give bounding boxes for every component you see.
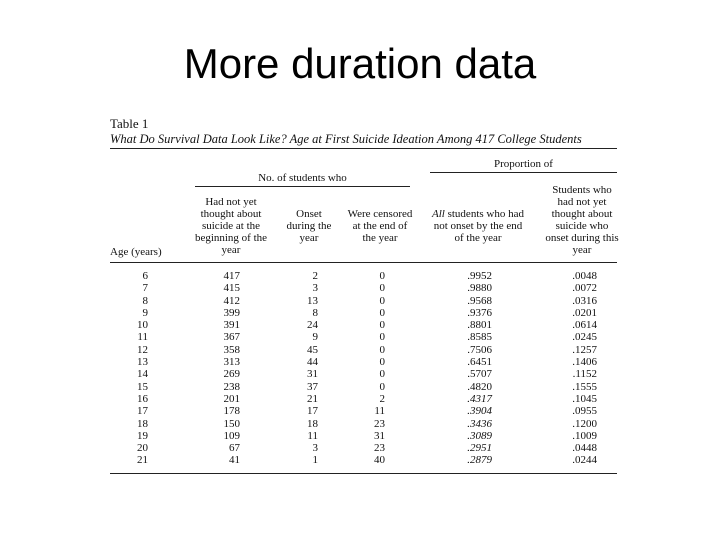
table-cell-not-yet: 41: [229, 454, 240, 467]
table-cell-all: .2951: [467, 442, 492, 455]
table-cell-onset: 18: [307, 417, 318, 430]
table-cell-all: .5707: [467, 368, 492, 381]
table-cell-age: 16: [137, 392, 148, 405]
col-header-all-rest: students who had not onset by the end of the year: [433, 208, 524, 244]
table-cell-not-yet: 269: [223, 368, 240, 381]
table-cell-censored: 0: [379, 356, 385, 369]
table-cell-not-yet: 178: [223, 405, 240, 418]
table-cell-not-yet: 367: [223, 331, 240, 344]
table-cell-prop: .1555: [572, 380, 597, 393]
table-cell-censored: 0: [379, 306, 385, 319]
table-cell-all: .3089: [467, 429, 492, 442]
table-caption: What Do Survival Data Look Like? Age at First Suicide Ideation Among 417 College Students: [110, 132, 582, 146]
table-cell-prop: .0072: [572, 282, 597, 295]
table-cell-not-yet: 412: [223, 294, 240, 307]
table-cell-age: 21: [137, 454, 148, 467]
table-cell-prop: .1009: [572, 429, 597, 442]
table-cell-all: .4820: [467, 380, 492, 393]
not-yet-proportion-column: [555, 270, 597, 467]
table-cell-not-yet: 150: [223, 417, 240, 430]
table-cell-prop: .1152: [572, 368, 597, 381]
table-cell-prop: .0316: [572, 294, 597, 307]
table-cell-censored: 0: [379, 331, 385, 344]
table-cell-not-yet: 358: [223, 343, 240, 356]
table-cell-prop: .0614: [572, 319, 597, 332]
table-cell-censored: 0: [379, 294, 385, 307]
table-cell-prop: .0201: [572, 306, 597, 319]
table-cell-onset: 13: [307, 294, 318, 307]
table-cell-all: .9880: [467, 282, 492, 295]
table-cell-censored: 23: [374, 417, 385, 430]
not-yet-column: [200, 270, 240, 467]
table-cell-prop: .0955: [572, 405, 597, 418]
table-cell-age: 10: [137, 319, 148, 332]
table-cell-onset: 44: [307, 356, 318, 369]
table-cell-all: .2879: [467, 454, 492, 467]
table-cell-age: 17: [137, 405, 148, 418]
table-cell-not-yet: 67: [229, 442, 240, 455]
table-cell-all: .9376: [467, 306, 492, 319]
slide-title: More duration data: [183, 40, 537, 87]
group-header-students: No. of students who: [258, 172, 347, 184]
group-rule-students: [195, 186, 410, 187]
col-header-age: Age (years): [110, 246, 162, 258]
table-cell-onset: 37: [307, 380, 318, 393]
table-cell-age: 15: [137, 380, 148, 393]
censored-column: [355, 270, 385, 467]
table-cell-all: .8801: [467, 319, 492, 332]
col-header-not-yet-prop: Students who had not yet thought about suicide who onset during this year: [545, 184, 619, 256]
table-cell-all: .4317: [467, 392, 492, 405]
table-cell-not-yet: 313: [223, 356, 240, 369]
col-header-not-yet: Had not yet thought about suicide at the beginning of the year: [194, 196, 268, 256]
table-cell-censored: 23: [374, 442, 385, 455]
top-rule: [110, 148, 617, 149]
table-cell-censored: 40: [374, 454, 385, 467]
all-students-column: [450, 270, 492, 467]
onset-column: [290, 270, 318, 467]
group-rule-proportion: [430, 172, 617, 173]
table-cell-age: 20: [137, 442, 148, 455]
table-cell-not-yet: 399: [223, 306, 240, 319]
table-cell-censored: 2: [379, 392, 385, 405]
table-cell-prop: .0245: [572, 331, 597, 344]
table-cell-all: .9952: [467, 270, 492, 282]
table-cell-all: .6451: [467, 356, 492, 369]
bottom-rule: [110, 473, 617, 474]
table-cell-onset: 2: [312, 270, 318, 282]
col-header-all-prefix: All: [432, 208, 445, 220]
table-cell-age: 18: [137, 417, 148, 430]
table-cell-onset: 21: [307, 392, 318, 405]
table-cell-all: .3436: [467, 417, 492, 430]
table-cell-prop: .1200: [572, 417, 597, 430]
table-cell-censored: 0: [379, 380, 385, 393]
table-cell-not-yet: 238: [223, 380, 240, 393]
table-cell-onset: 3: [312, 442, 318, 455]
table-cell-not-yet: 391: [223, 319, 240, 332]
table-cell-age: 9: [142, 306, 148, 319]
table-cell-onset: 8: [312, 306, 318, 319]
table-cell-onset: 1: [312, 454, 318, 467]
table-cell-age: 6: [142, 270, 148, 282]
table-cell-all: .9568: [467, 294, 492, 307]
table-cell-onset: 17: [307, 405, 318, 418]
table-cell-all: .8585: [467, 331, 492, 344]
table-cell-age: 14: [137, 368, 148, 381]
table-cell-age: 7: [142, 282, 148, 295]
table-cell-not-yet: 415: [223, 282, 240, 295]
table-cell-all: .3904: [467, 405, 492, 418]
table-cell-onset: 45: [307, 343, 318, 356]
table-cell-censored: 31: [374, 429, 385, 442]
group-header-proportion: Proportion of: [494, 158, 553, 170]
table-cell-censored: 11: [374, 405, 385, 418]
table-cell-censored: 0: [379, 343, 385, 356]
table-cell-age: 13: [137, 356, 148, 369]
table-cell-onset: 9: [312, 331, 318, 344]
table-cell-prop: .0048: [572, 270, 597, 282]
table-cell-prop: .0448: [572, 442, 597, 455]
header-rule: [110, 262, 617, 263]
table-cell-not-yet: 417: [223, 270, 240, 282]
table-cell-onset: 31: [307, 368, 318, 381]
table-cell-onset: 3: [312, 282, 318, 295]
table-cell-censored: 0: [379, 319, 385, 332]
table-cell-censored: 0: [379, 270, 385, 282]
col-header-onset: Onset during the year: [286, 208, 332, 244]
table-cell-censored: 0: [379, 282, 385, 295]
table-cell-prop: .1406: [572, 356, 597, 369]
col-header-all: [430, 208, 526, 244]
table-cell-age: 8: [142, 294, 148, 307]
col-header-censored: Were censored at the end of the year: [347, 208, 413, 244]
table-cell-all: .7506: [467, 343, 492, 356]
table-cell-not-yet: 201: [223, 392, 240, 405]
age-column: [110, 270, 148, 467]
table-label: Table 1: [110, 116, 149, 131]
table-cell-prop: .1045: [572, 392, 597, 405]
table-cell-onset: 11: [307, 429, 318, 442]
table-cell-age: 19: [137, 429, 148, 442]
table-cell-prop: .1257: [572, 343, 597, 356]
table-cell-not-yet: 109: [223, 429, 240, 442]
table-cell-onset: 24: [307, 319, 318, 332]
table-cell-age: 12: [137, 343, 148, 356]
table-cell-age: 11: [137, 331, 148, 344]
table-cell-prop: .0244: [572, 454, 597, 467]
table-cell-censored: 0: [379, 368, 385, 381]
